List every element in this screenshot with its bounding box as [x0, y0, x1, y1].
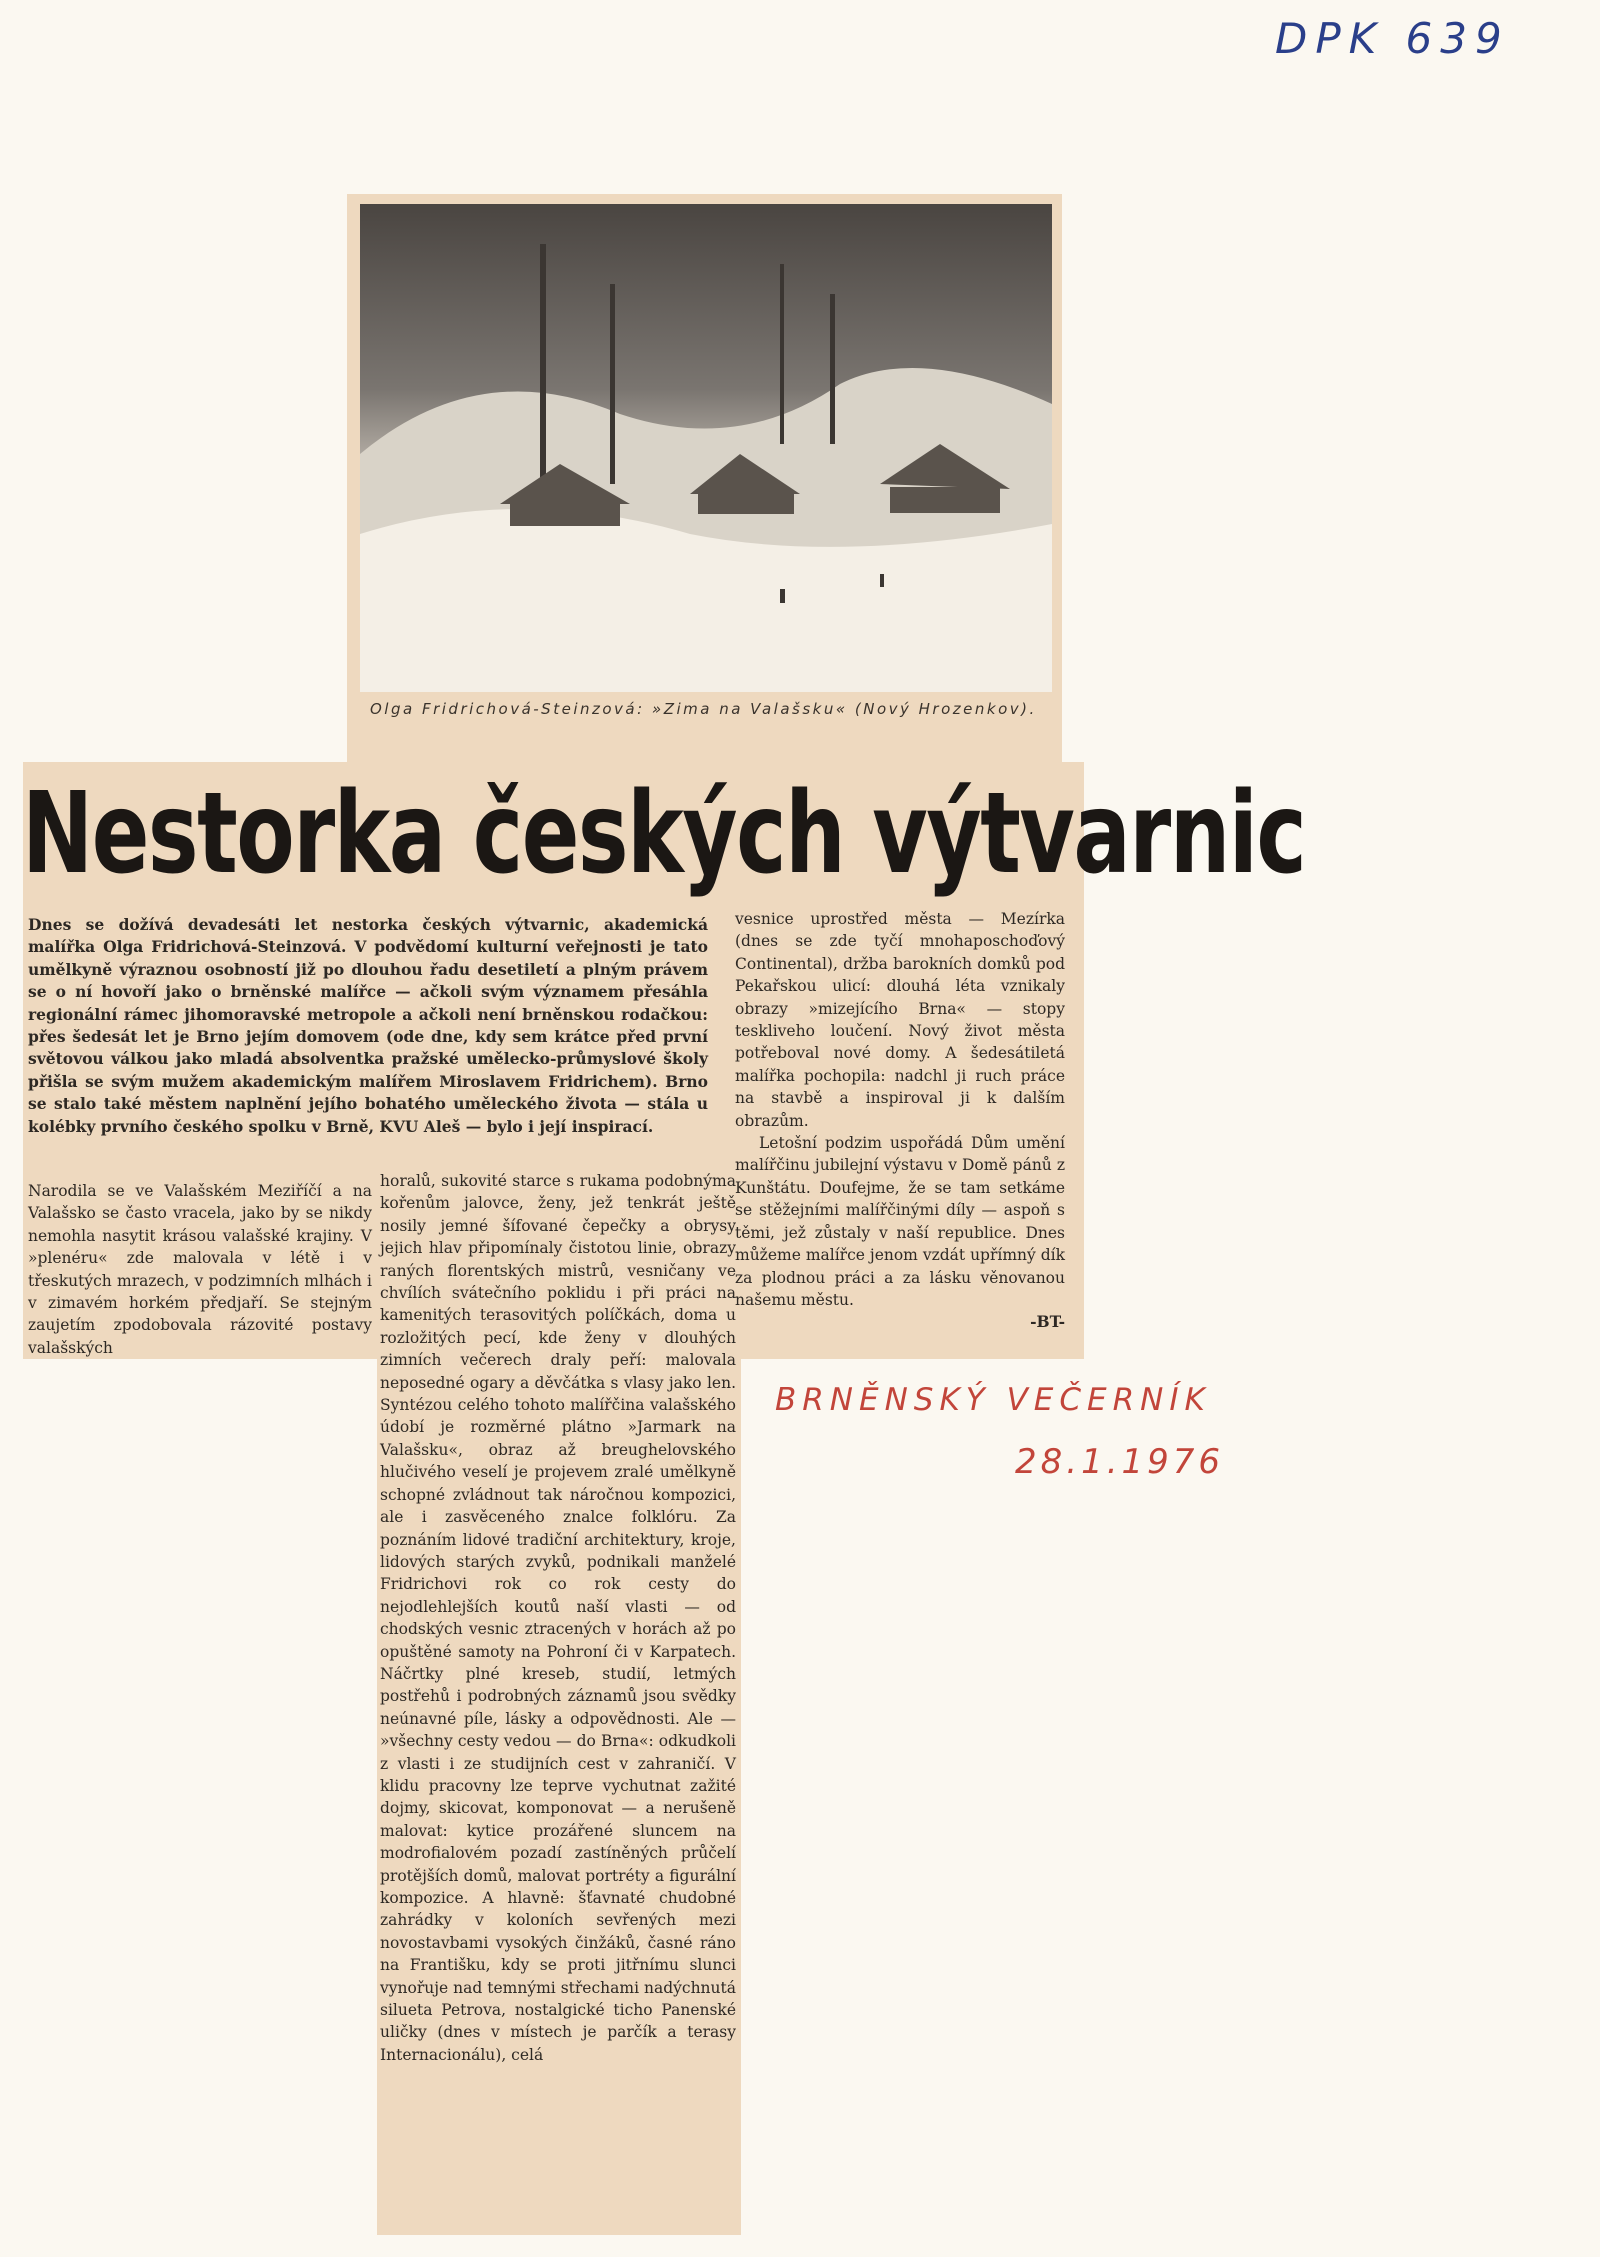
- source-annotation: BRNĚNSKÝ VEČERNÍK: [775, 1382, 1211, 1418]
- reference-annotation: DPK 639: [1275, 14, 1510, 63]
- photo-caption: Olga Fridrichová-Steinzová: »Zima na Valašsku« (Nový Hrozenkov).: [370, 700, 1037, 718]
- author-signature: -BT-: [1030, 1312, 1065, 1332]
- winter-landscape-image: [360, 204, 1052, 692]
- winter-landscape-photo: [360, 204, 1052, 692]
- column-3-paragraph-1: vesnice uprostřed města — Mezírka (dnes se zde tyčí mnohaposchoďový Continental), držba barokních domků pod Pekařskou ulicí: dlouhá léta vznikaly obrazy »mizejícího Brna« — stopy teskliveho loučení. Nový život města potřeboval nové domy. A šedesátiletá malířka pochopila: nadchl ji ruch práce na stavbě a inspiroval ji k dalším obrazům.: [735, 910, 1065, 1130]
- article-column-3: [735, 908, 1065, 1334]
- article-column-1: Narodila se ve Valašském Meziříčí a na Valašsko se často vracela, jako by se nikdy nemohla nasytit krásou valašské krajiny. V »plenéru« zde malovala v létě i v třeskutých mrazech, v podzimních mlhách i v zimavém horkém předjaří. Se stejným zaujetím zpodobovala rázovité postavy valašských: [28, 1182, 372, 1357]
- article-lead: Dnes se dožívá devadesáti let nestorka českých výtvarnic, akademická malířka Olga Fridrichová-Steinzová. V podvědomí kulturní veřejnosti je tato umělkyně výraznou osobností již po dlouhou řadu desetiletí a plným právem se o ní hovoří jako o brněnské malířce — ačkoli svým významem přesáhla regionální rámec jihomoravské metropole a ačkoli není brněnskou rodačkou: přes šedesát let je Brno jejím domovem (ode dne, kdy sem krátce před první světovou válkou jako mladá absolventka pražské umělecko-průmyslové školy přišla se svým mužem akademickým malířem Miroslavem Fridrichem). Brno se stalo také městem naplnění jejího bohatého uměleckého života — stála u kolébky prvního českého spolku v Brně, KVU Aleš — bylo i její inspirací.: [28, 915, 708, 1136]
- article-headline: Nestorka českých výtvarnic: [22, 769, 1306, 899]
- date-annotation: 28.1.1976: [1015, 1442, 1225, 1482]
- article-column-2: horalů, sukovité starce s rukama podobnýma kořenům jalovce, ženy, jež tenkrát ještě nosily jemné šífované čepečky a obrysy jejich hlav připomínaly čistotou linie, obrazy raných florentských mistrů, vesničany ve chvílích svátečního poklidu i při práci na kamenitých terasovitých políčkách, doma u rozložitých pecí, kde ženy v dlouhých zimních večerech draly peří: malovala neposedné ogary a děvčátka s vlasy jako len. Syntézou celého tohoto malířčina valašského údobí je rozměrné plátno »Jarmark na Valašsku«, obraz až breughelovského hlučivého veselí je projevem zralé umělkyně schopné zvládnout tak náročnou kompozici, ale i zasvěceného znalce folklóru. Za poznáním lidové tradiční architektury, kroje, lidových starých zvyků, podnikali manželé Fridrichovi rok co rok cesty do nejodlehlejších koutů naší vlasti — od chodských vesnic ztracených v horách až po opuštěné samoty na Pohroní či v Karpatech. Náčrtky plné kreseb, studií, letmých postřehů i podrobných záznamů jsou svědky neúnavné píle, lásky a odpovědnosti. Ale — »všechny cesty vedou — do Brna«: odkudkoli z vlasti i ze studijních cest v zahraničí. V klidu pracovny lze teprve vychutnat zažité dojmy, skicovat, komponovat — a nerušeně malovat: kytice prozářené sluncem na modrofialovém pozadí zastíněných průčelí protějších domů, malovat portréty a figurální kompozice. A hlavně: šťavnaté chudobné zahrádky v koloních sevřených mezi novostavbami vysokých činžáků, časné ráno na Františku, kdy se proti jitřnímu slunci vynořuje nad temnými střechami nadýchnutá silueta Petrova, nostalgické ticho Panenské uličky (dnes v místech je parčík a terasy Internacionálu), celá: [380, 1172, 736, 2064]
- column-3-paragraph-2: Letošní podzim uspořádá Dům umění malířčinu jubilejní výstavu v Domě pánů z Kunštátu. Doufejme, že se tam setkáme se stěžejními malířčinými díly — aspoň s těmi, jež zůstaly v naší republice. Dnes můžeme malířce jenom vzdát upřímný dík za plodnou práci a za lásku věnovanou našemu městu.: [735, 1134, 1065, 1309]
